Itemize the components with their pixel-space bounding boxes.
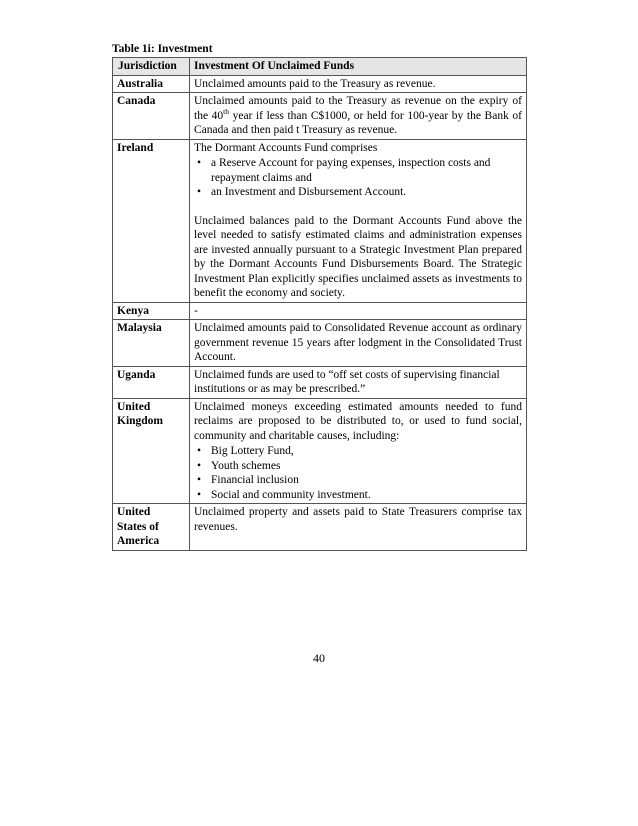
- investment-uk: [190, 398, 527, 504]
- table-row: [113, 398, 527, 504]
- jurisdiction-kenya: Kenya: [113, 302, 190, 320]
- list-item-text: Youth schemes: [211, 459, 281, 472]
- investment-paragraph: Unclaimed balances paid to the Dormant Accounts Fund above the level needed to satisfy estimated claims and administration expenses are invested annually pursuant to a Strategic Investment Plan prepared by the Dormant Accounts Fund Disbursements Board. The Strategic Investment Plan explicitly specifies unclaimed assets as investments to benefit the economy and society.: [194, 214, 522, 299]
- bullet-icon: •: [197, 157, 202, 169]
- bullet-icon: •: [197, 488, 202, 501]
- jurisdiction-malaysia: Malaysia: [113, 320, 190, 367]
- list-item: [194, 473, 522, 488]
- investment-text: -: [194, 304, 198, 317]
- bullet-list: [194, 444, 522, 502]
- list-item: [194, 444, 522, 459]
- investment-malaysia: [190, 320, 527, 367]
- investment-text: Unclaimed funds are used to “off set costs of supervising financial institutions or as may be prescribed.”: [194, 368, 500, 395]
- investment-text: Unclaimed amounts paid to the Treasury as revenue.: [194, 77, 436, 90]
- list-item-text: an Investment and Disbursement Account.: [211, 186, 407, 198]
- header-investment: Investment Of Unclaimed Funds: [190, 58, 527, 76]
- jurisdiction-australia: Australia: [113, 75, 190, 93]
- jurisdiction-name-line: America: [117, 535, 160, 547]
- bullet-icon: •: [197, 445, 202, 457]
- jurisdiction-canada: Canada: [113, 93, 190, 140]
- list-item-text: Financial inclusion: [211, 474, 299, 486]
- investment-uganda: [190, 366, 527, 398]
- investment-text: Unclaimed property and assets paid to State Treasurers comprise tax revenues.: [194, 506, 522, 533]
- list-item-text: Big Lottery Fund,: [211, 445, 294, 457]
- investment-canada: [190, 93, 527, 140]
- table-row: [113, 320, 527, 367]
- investment-usa: [190, 504, 527, 551]
- document-page: [112, 42, 526, 551]
- table-caption: Table 1i: Investment: [112, 43, 213, 55]
- bullet-icon: •: [197, 459, 202, 472]
- table-row: [113, 504, 527, 551]
- bullet-icon: •: [197, 474, 202, 486]
- list-item: [194, 488, 522, 503]
- jurisdiction-name-line: United: [117, 400, 151, 413]
- list-item: [194, 459, 522, 474]
- jurisdiction-uganda: Uganda: [113, 366, 190, 398]
- text-part: year if less than C$1000, or held for 100-year by the Bank of Canada and then paid t Treasury as revenue.: [194, 109, 522, 136]
- list-item: [194, 156, 522, 185]
- table-row: [113, 366, 527, 398]
- table-row: [113, 93, 527, 140]
- superscript: th: [223, 106, 229, 116]
- table-row: [113, 75, 527, 93]
- jurisdiction-name-line: United: [117, 506, 151, 518]
- page-number: 40: [313, 651, 325, 665]
- jurisdiction-usa: [113, 504, 190, 551]
- table-header-row: [113, 58, 527, 76]
- header-jurisdiction: Jurisdiction: [113, 58, 190, 76]
- jurisdiction-name-line: States of: [117, 520, 159, 533]
- investment-intro: Unclaimed moneys exceeding estimated amounts needed to fund reclaims are proposed to be distributed to, or used to fund social, community and charitable causes, including:: [194, 400, 522, 442]
- jurisdiction-name-line: Kingdom: [117, 415, 164, 427]
- investment-australia: [190, 75, 527, 93]
- list-item: [194, 185, 522, 200]
- list-item-text: Social and community investment.: [211, 488, 371, 501]
- investment-intro: The Dormant Accounts Fund comprises: [194, 141, 378, 154]
- jurisdiction-ireland: Ireland: [113, 139, 190, 302]
- investment-text: [194, 94, 522, 138]
- investment-table: [112, 57, 527, 551]
- table-row: [113, 139, 527, 302]
- text-part: Unclaimed amounts paid to the Treasury as revenue on the expiry of the 40: [194, 95, 522, 122]
- table-row: [113, 302, 527, 320]
- list-item-text: a Reserve Account for paying expenses, inspection costs and repayment claims and: [211, 157, 491, 184]
- bullet-icon: •: [197, 186, 202, 198]
- jurisdiction-uk: [113, 398, 190, 504]
- bullet-list: [194, 156, 522, 200]
- investment-kenya: [190, 302, 527, 320]
- investment-text: Unclaimed amounts paid to Consolidated Revenue account as ordinary government revenue 15 years after lodgment in the Consolidated Trust Account.: [194, 322, 522, 363]
- investment-ireland: [190, 139, 527, 302]
